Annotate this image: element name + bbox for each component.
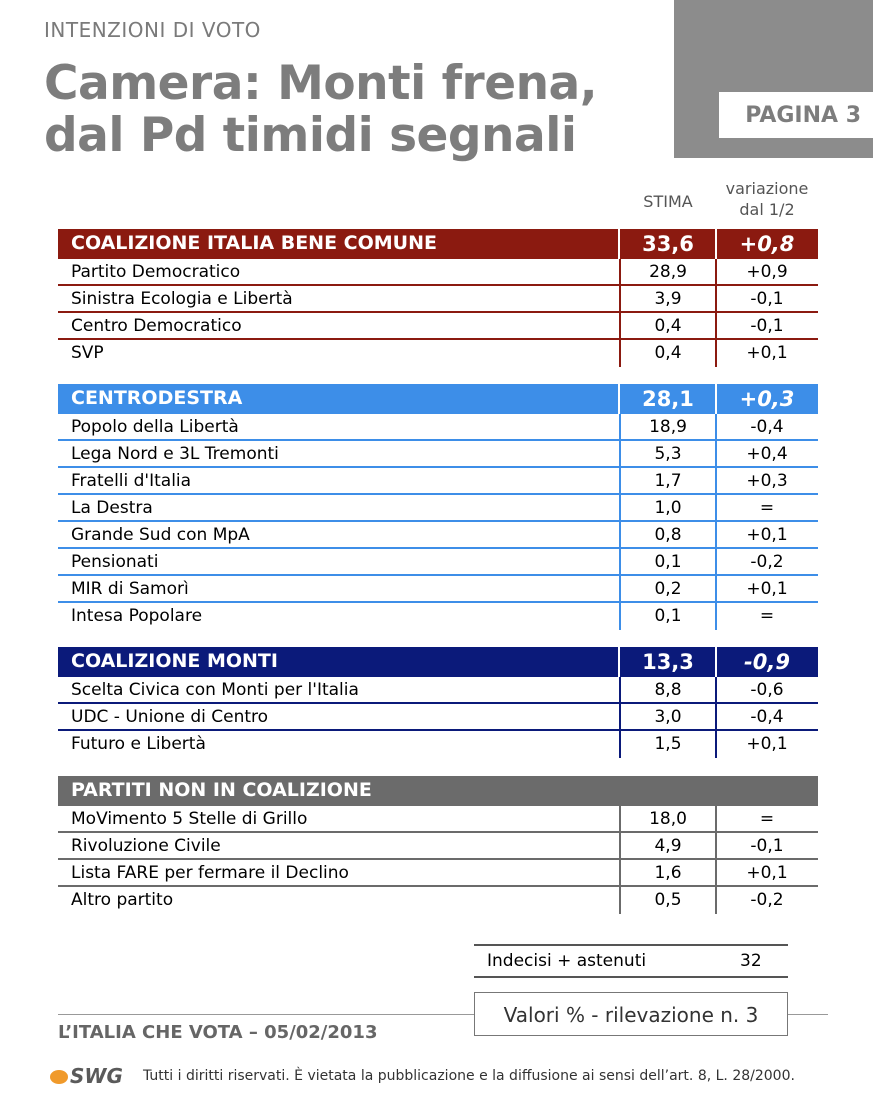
party-variazione: +0,3 [746,471,788,491]
column-separator [715,833,717,860]
column-separator [619,340,621,367]
group-name: CENTRODESTRA [71,387,243,409]
column-separator [715,731,717,758]
party-name: MoVimento 5 Stelle di Grillo [71,809,308,829]
party-name: Sinistra Ecologia e Libertà [71,289,293,309]
party-name: Scelta Civica con Monti per l'Italia [71,680,359,700]
table-row [58,286,818,313]
party-name: La Destra [71,498,153,518]
table-row [58,414,818,441]
table-row [58,522,818,549]
party-variazione: -0,6 [750,680,784,700]
column-separator [715,603,717,630]
party-stima: 18,9 [649,417,687,437]
table-row [58,860,818,887]
column-separator [715,806,717,833]
column-header-variazione-line2: dal 1/2 [739,200,795,219]
party-name: Fratelli d'Italia [71,471,192,491]
column-separator [619,414,621,441]
group-stima: 28,1 [642,387,694,411]
party-stima: 8,8 [654,680,682,700]
party-name: Rivoluzione Civile [71,836,221,856]
group-variazione: -0,9 [744,650,790,674]
party-stima: 4,9 [654,836,682,856]
undecided-label: Indecisi + astenuti [487,951,647,971]
column-separator [619,468,621,495]
page-title [44,58,597,162]
group-header [58,384,818,414]
party-name: Altro partito [71,890,174,910]
column-separator [715,887,717,914]
party-variazione: +0,1 [746,343,788,363]
column-separator [619,522,621,549]
column-separator [619,731,621,758]
table-row [58,887,818,914]
group-header [58,647,818,677]
party-variazione: +0,9 [746,262,788,282]
column-separator [619,806,621,833]
table-row [58,340,818,367]
values-note: Valori % - rilevazione n. 3 [503,1003,759,1027]
group-header [58,776,818,806]
party-name: Pensionati [71,552,159,572]
party-variazione: +0,1 [746,734,788,754]
party-stima: 1,7 [654,471,682,491]
column-separator [619,603,621,630]
party-name: Lista FARE per fermare il Declino [71,863,349,883]
swg-logo-icon [50,1070,68,1084]
page-label: PAGINA 3 [745,103,861,128]
party-name: Futuro e Libertà [71,734,206,754]
table-row [58,677,818,704]
party-name: UDC - Unione di Centro [71,707,269,727]
party-name: Partito Democratico [71,262,241,282]
column-separator [715,704,717,731]
party-variazione: -0,1 [750,289,784,309]
column-separator [715,414,717,441]
column-separator [619,313,621,340]
table-row [58,806,818,833]
column-separator [715,549,717,576]
party-stima: 0,1 [654,552,682,572]
party-stima: 0,1 [654,606,682,626]
swg-logo [50,1064,123,1088]
party-variazione: = [759,809,775,829]
table-row [58,259,818,286]
party-name: SVP [71,343,104,363]
party-variazione: -0,1 [750,836,784,856]
party-stima: 1,6 [654,863,682,883]
party-stima: 1,5 [654,734,682,754]
column-separator [619,887,621,914]
column-separator [619,704,621,731]
group-stima: 33,6 [642,232,694,256]
column-separator [715,259,717,286]
column-separator [619,549,621,576]
column-separator [715,340,717,367]
party-variazione: +0,4 [746,444,788,464]
group-name: COALIZIONE ITALIA BENE COMUNE [71,232,437,254]
party-stima: 5,3 [654,444,682,464]
party-stima: 0,2 [654,579,682,599]
undecided-value: 32 [740,951,762,971]
table-row [58,441,818,468]
group-header [58,229,818,259]
column-separator [619,833,621,860]
column-separator [619,860,621,887]
column-separator [619,576,621,603]
party-stima: 0,4 [654,343,682,363]
table-row [58,731,818,758]
column-separator [715,286,717,313]
party-variazione: -0,1 [750,316,784,336]
party-stima: 3,0 [654,707,682,727]
column-separator [715,495,717,522]
party-stima: 28,9 [649,262,687,282]
party-variazione: = [759,606,775,626]
title-line-1: Camera: Monti frena, [44,56,598,111]
party-variazione: +0,1 [746,579,788,599]
party-name: Lega Nord e 3L Tremonti [71,444,279,464]
footer-title: L’ITALIA CHE VOTA – 05/02/2013 [58,1022,378,1043]
group-variazione: +0,3 [739,387,795,411]
party-stima: 3,9 [654,289,682,309]
party-variazione: = [759,498,775,518]
party-variazione: -0,2 [750,890,784,910]
table-row [58,603,818,630]
party-name: Centro Democratico [71,316,242,336]
column-separator [619,259,621,286]
column-separator [619,286,621,313]
party-variazione: +0,1 [746,525,788,545]
table-row [58,313,818,340]
column-separator [619,441,621,468]
party-name: MIR di Samorì [71,579,189,599]
party-stima: 18,0 [649,809,687,829]
swg-logo-text: SWG [70,1064,123,1088]
column-separator [715,313,717,340]
footer-rule-right [788,1014,828,1015]
column-header-variazione [716,178,818,220]
column-separator [715,441,717,468]
table-row [58,833,818,860]
column-separator [715,468,717,495]
column-separator [715,522,717,549]
kicker: INTENZIONI DI VOTO [44,18,261,42]
table-row [58,549,818,576]
table-row [58,704,818,731]
table-row [58,495,818,522]
party-name: Grande Sud con MpA [71,525,250,545]
group-name: COALIZIONE MONTI [71,650,278,672]
column-separator [715,860,717,887]
rights-notice: Tutti i diritti riservati. È vietata la pubblicazione e la diffusione ai sensi dell’art. 8, L. 28/2000. [143,1068,795,1084]
party-name: Intesa Popolare [71,606,203,626]
party-variazione: -0,4 [750,707,784,727]
party-name: Popolo della Libertà [71,417,239,437]
column-separator [619,677,621,704]
column-separator [619,495,621,522]
table-row [58,576,818,603]
party-stima: 0,8 [654,525,682,545]
footer-rule-left [58,1014,474,1015]
group-stima: 13,3 [642,650,694,674]
column-header-variazione-line1: variazione [725,179,809,198]
party-stima: 0,5 [654,890,682,910]
party-variazione: +0,1 [746,863,788,883]
column-separator [715,677,717,704]
column-header-stima: STIMA [643,192,693,211]
party-stima: 0,4 [654,316,682,336]
party-variazione: -0,4 [750,417,784,437]
party-stima: 1,0 [654,498,682,518]
group-variazione: +0,8 [739,232,795,256]
group-name: PARTITI NON IN COALIZIONE [71,779,372,801]
party-variazione: -0,2 [750,552,784,572]
table-row [58,468,818,495]
title-line-2: dal Pd timidi segnali [44,108,577,163]
column-separator [715,576,717,603]
